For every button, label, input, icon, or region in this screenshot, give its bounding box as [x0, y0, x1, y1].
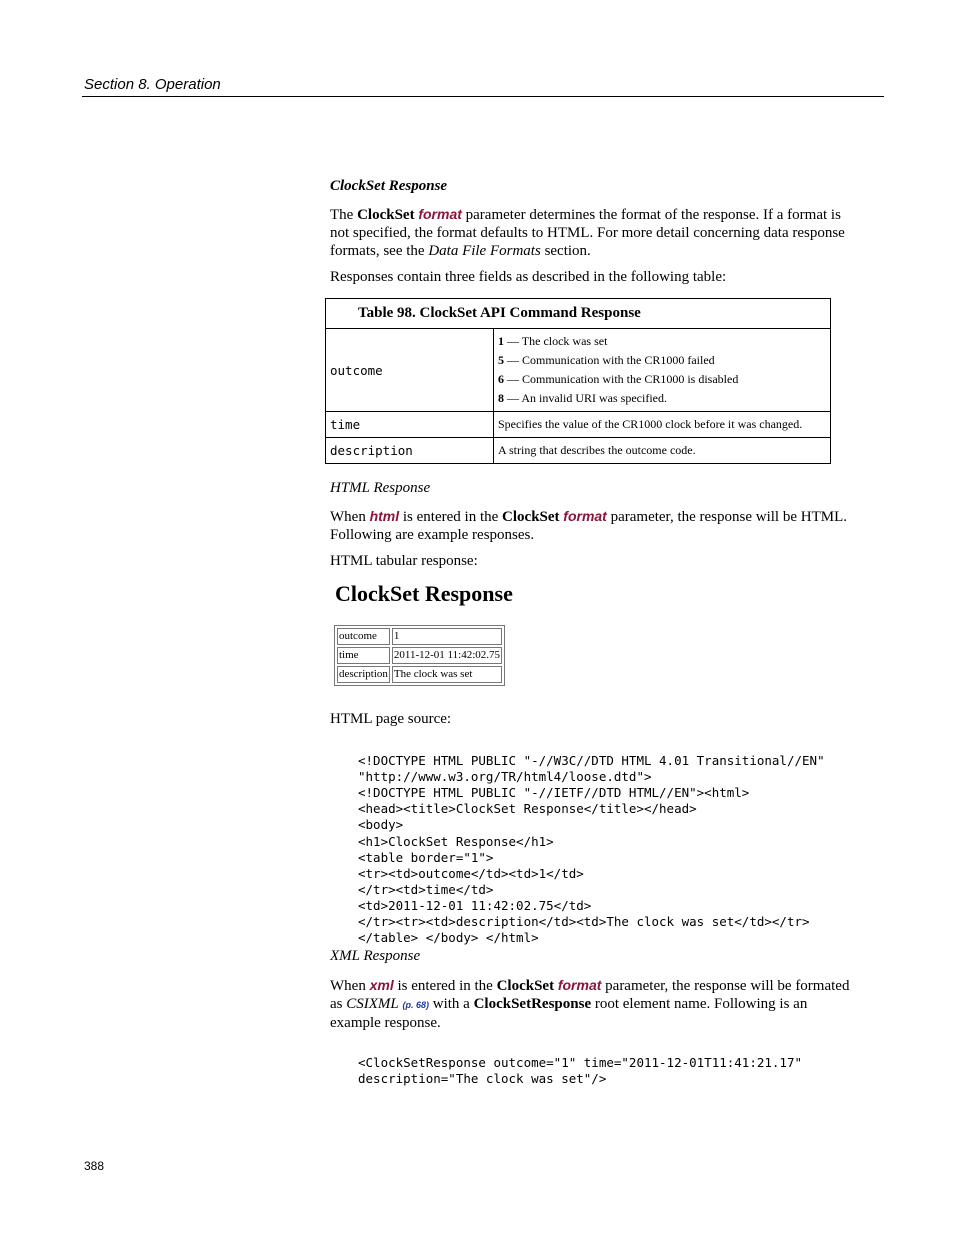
rendered-value: The clock was set [392, 666, 502, 683]
clockset-response-heading: ClockSet Response [330, 178, 448, 194]
running-header: Section 8. Operation [84, 76, 221, 93]
code-line: </tr><tr><td>description</td><td>The clock was set</td></tr> [358, 914, 810, 930]
code-line: <!DOCTYPE HTML PUBLIC "-//W3C//DTD HTML 4.01 Transitional//EN" [358, 753, 825, 769]
code-value: 5 [498, 353, 504, 367]
format-keyword: format [563, 508, 607, 524]
outcome-codes [494, 329, 831, 412]
code-text: — The clock was set [504, 334, 608, 348]
table-row [337, 628, 502, 645]
clockset-term: ClockSet [502, 509, 560, 525]
text-run: When [330, 509, 370, 525]
html-response-heading: HTML Response [330, 480, 431, 496]
code-value: 1 [498, 334, 504, 348]
text-run: When [330, 978, 370, 994]
time-description: Specifies the value of the CR1000 clock before it was changed. [494, 412, 831, 438]
code-line: <!DOCTYPE HTML PUBLIC "-//IETF//DTD HTML//EN"><html> [358, 785, 750, 801]
responses-text: Responses contain three fields as described in the following table: [330, 269, 727, 285]
rendered-key: outcome [337, 628, 390, 645]
header-rule [82, 96, 884, 97]
description-description: A string that describes the outcome code. [494, 438, 831, 464]
field-outcome: outcome [326, 329, 494, 412]
text-run: The [330, 207, 358, 223]
xml-keyword: xml [369, 977, 394, 993]
csixml-term: CSIXML [346, 996, 399, 1012]
xml-response-heading: XML Response [330, 948, 421, 964]
tabular-label-text: HTML tabular response: [330, 553, 478, 569]
clockset-term: ClockSet [357, 207, 415, 223]
format-keyword: format [418, 206, 462, 222]
text-run: is entered in the [393, 978, 497, 994]
rendered-value: 2011-12-01 11:42:02.75 [392, 647, 502, 664]
text-run: root element name. Following is an example response. [330, 996, 808, 1031]
field-description: description [326, 438, 494, 464]
code-line: <tr><td>outcome</td><td>1</td> [358, 865, 584, 881]
tabular-label [330, 552, 850, 570]
responses-paragraph [330, 268, 850, 286]
code-line: <ClockSetResponse outcome="1" time="2011-12-01T11:41:21.17" [358, 1055, 803, 1071]
code-line: "http://www.w3.org/TR/html4/loose.dtd"> [358, 769, 652, 785]
html-response-paragraph [330, 507, 850, 544]
table-row [337, 647, 502, 664]
table-row [326, 329, 831, 412]
rendered-page-title: ClockSet Response [335, 581, 513, 606]
code-line: </tr><td>time</td> [358, 881, 494, 897]
table-row [337, 666, 502, 683]
code-line: description="The clock was set"/> [358, 1071, 607, 1087]
text-run: with a [429, 996, 474, 1012]
text-run: is entered in the [399, 509, 503, 525]
root-element-term: ClockSetResponse [473, 996, 592, 1012]
html-keyword: html [369, 508, 400, 524]
code-line: <table border="1"> [358, 849, 494, 865]
code-text: — An invalid URI was specified. [504, 391, 667, 405]
code-text: — Communication with the CR1000 failed [504, 353, 715, 367]
clockset-term: ClockSet [496, 978, 555, 994]
xml-source-code [358, 1039, 802, 1103]
page-source-label [330, 710, 850, 728]
code-text: — Communication with the CR1000 is disabled [504, 372, 739, 386]
text-run: parameter, the response will be formated as [330, 978, 850, 1012]
text-run: parameter, the response will be HTML. Following are example responses. [330, 509, 847, 543]
data-file-formats-ref: Data File Formats [428, 243, 541, 259]
table-caption: Table 98. ClockSet API Command Response [326, 299, 831, 329]
page-reference-link[interactable]: (p. 68) [402, 1000, 430, 1010]
xml-response-paragraph [330, 976, 850, 1032]
code-value: 6 [498, 372, 504, 386]
code-line: <td>2011-12-01 11:42:02.75</td> [358, 897, 592, 913]
table-row [326, 438, 831, 464]
table-row [326, 412, 831, 438]
text-run: section. [540, 243, 591, 259]
html-source-code [358, 737, 825, 962]
page-source-label-text: HTML page source: [330, 711, 452, 727]
code-line: <head><title>ClockSet Response</title></head> [358, 801, 697, 817]
text-run: parameter determines the format of the response. If a format is not specified, the format defaults to HTML. For more detail concerning data response formats, see the [330, 207, 845, 259]
field-time: time [326, 412, 494, 438]
clockset-api-table [325, 298, 831, 464]
rendered-response-table [334, 625, 505, 686]
rendered-value: 1 [392, 628, 502, 645]
clockset-intro-paragraph [330, 205, 850, 260]
code-line: </table> </body> </html> [358, 930, 539, 946]
code-value: 8 [498, 391, 504, 405]
format-keyword: format [557, 977, 602, 993]
page-number: 388 [84, 1159, 105, 1173]
rendered-key: description [337, 666, 390, 683]
code-line: <body> [358, 817, 404, 833]
code-line: <h1>ClockSet Response</h1> [358, 833, 554, 849]
rendered-key: time [337, 647, 390, 664]
